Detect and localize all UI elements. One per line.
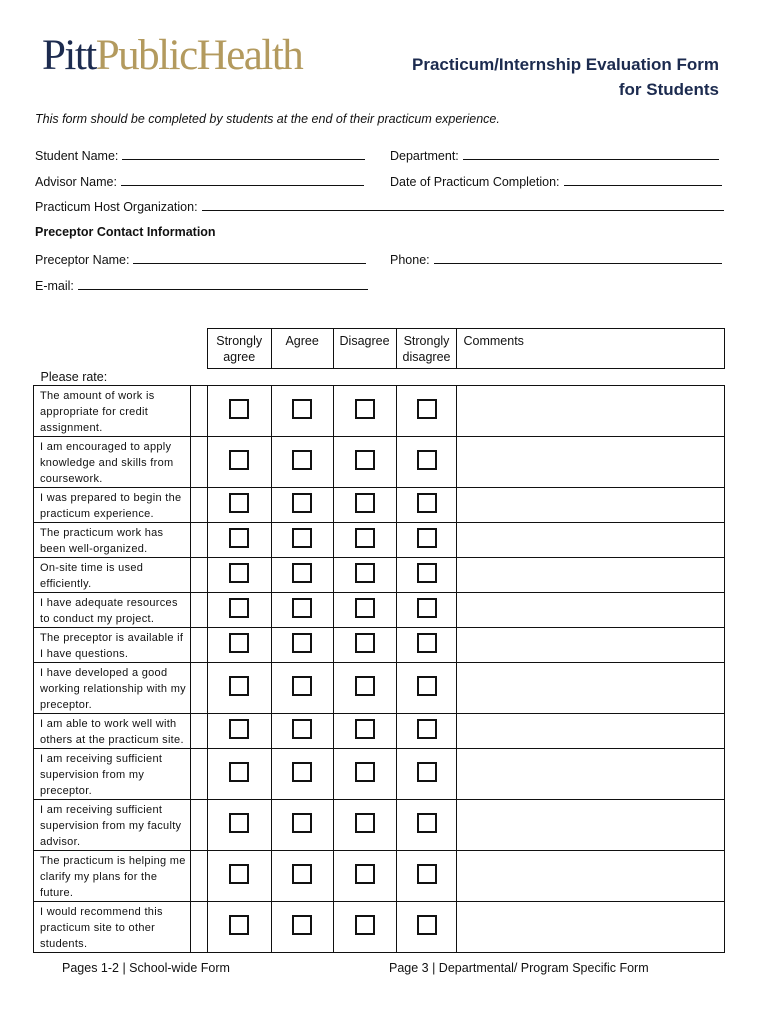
row-spacer-cell [190,385,207,436]
student-name-field[interactable] [35,147,365,163]
checkbox-strongly-disagree[interactable] [417,813,437,833]
checkbox-strongly-disagree[interactable] [417,915,437,935]
intro-text: This form should be completed by students at the end of their practicum experience. [35,112,500,126]
cell-disagree [333,627,396,662]
cell-strongly-disagree [396,748,457,799]
checkbox-disagree[interactable] [355,813,375,833]
cell-agree [271,713,333,748]
advisor-name-label: Advisor Name: [35,175,117,189]
checkbox-agree[interactable] [292,719,312,739]
completion-date-line[interactable] [564,173,722,186]
table-row [34,627,725,662]
checkbox-agree[interactable] [292,864,312,884]
row-spacer-cell [190,662,207,713]
rating-question: I have developed a good working relationship with my preceptor. [34,662,191,713]
row-spacer-cell [190,592,207,627]
comments-cell[interactable] [457,385,725,436]
checkbox-strongly-agree[interactable] [229,813,249,833]
email-line[interactable] [78,277,368,290]
row-spacer-cell [190,557,207,592]
cell-strongly-agree [207,627,271,662]
student-name-label: Student Name: [35,149,119,163]
table-row [34,713,725,748]
table-row [34,799,725,850]
phone-field[interactable] [390,251,722,267]
phone-label: Phone: [390,253,430,267]
row-spacer-cell [190,713,207,748]
checkbox-disagree[interactable] [355,762,375,782]
cell-agree [271,557,333,592]
comments-cell[interactable] [457,901,725,952]
cell-agree [271,627,333,662]
col-disagree: Disagree [333,329,396,369]
cell-strongly-disagree [396,850,457,901]
checkbox-agree[interactable] [292,762,312,782]
cell-agree [271,487,333,522]
cell-strongly-disagree [396,627,457,662]
phone-line[interactable] [434,251,722,264]
table-row [34,748,725,799]
form-title [412,52,719,102]
cell-agree [271,662,333,713]
cell-strongly-agree [207,436,271,487]
student-name-line[interactable] [122,147,365,160]
row-spacer-cell [190,799,207,850]
checkbox-agree[interactable] [292,813,312,833]
cell-strongly-agree [207,850,271,901]
checkbox-strongly-agree[interactable] [229,676,249,696]
form-title-line2: for Students [618,80,719,99]
checkbox-strongly-disagree[interactable] [417,528,437,548]
checkbox-strongly-agree[interactable] [229,528,249,548]
cell-disagree [333,522,396,557]
preceptor-contact-heading: Preceptor Contact Information [35,225,216,239]
checkbox-disagree[interactable] [355,399,375,419]
cell-agree [271,522,333,557]
rating-question: On-site time is used efficiently. [34,557,191,592]
cell-strongly-agree [207,799,271,850]
cell-strongly-agree [207,901,271,952]
table-row [34,385,725,436]
comments-cell[interactable] [457,850,725,901]
comments-cell[interactable] [457,436,725,487]
cell-agree [271,436,333,487]
checkbox-strongly-agree[interactable] [229,493,249,513]
email-label: E-mail: [35,279,74,293]
cell-disagree [333,799,396,850]
checkbox-strongly-disagree[interactable] [417,598,437,618]
preceptor-name-line[interactable] [133,251,366,264]
row-spacer-cell [190,748,207,799]
col-strongly-disagree: Strongly disagree [396,329,457,369]
cell-strongly-disagree [396,901,457,952]
table-row [34,850,725,901]
header-spacer-narrow [190,329,207,369]
cell-disagree [333,592,396,627]
checkbox-disagree[interactable] [355,676,375,696]
header-row [34,329,725,369]
footer-right: Page 3 | Departmental/ Program Specific Form [389,961,649,975]
checkbox-strongly-agree[interactable] [229,450,249,470]
comments-cell[interactable] [457,713,725,748]
cell-disagree [333,850,396,901]
department-line[interactable] [463,147,719,160]
cell-strongly-disagree [396,713,457,748]
department-label: Department: [390,149,459,163]
preceptor-name-label: Preceptor Name: [35,253,130,267]
checkbox-strongly-agree[interactable] [229,598,249,618]
comments-cell[interactable] [457,627,725,662]
advisor-name-field[interactable] [35,173,364,189]
checkbox-agree[interactable] [292,915,312,935]
rating-question: The practicum is helping me clarify my plans for the future. [34,850,191,901]
table-row [34,592,725,627]
cell-disagree [333,557,396,592]
rating-question: I am receiving sufficient supervision from my preceptor. [34,748,191,799]
checkbox-strongly-agree[interactable] [229,719,249,739]
checkbox-agree[interactable] [292,450,312,470]
cell-disagree [333,487,396,522]
cell-agree [271,748,333,799]
col-comments: Comments [457,329,725,369]
completion-date-field[interactable] [390,173,722,189]
logo-pitt: Pitt [42,32,96,79]
cell-disagree [333,901,396,952]
checkbox-agree[interactable] [292,493,312,513]
please-rate-row [34,369,725,386]
col-agree: Agree [271,329,333,369]
checkbox-strongly-disagree[interactable] [417,864,437,884]
cell-strongly-agree [207,557,271,592]
row-spacer-cell [190,522,207,557]
rating-question: I am encouraged to apply knowledge and skills from coursework. [34,436,191,487]
checkbox-strongly-agree[interactable] [229,563,249,583]
checkbox-agree[interactable] [292,598,312,618]
cell-strongly-agree [207,487,271,522]
cell-strongly-disagree [396,436,457,487]
rating-question: The preceptor is available if I have questions. [34,627,191,662]
cell-disagree [333,713,396,748]
cell-strongly-agree [207,713,271,748]
col-strongly-agree: Strongly agree [207,329,271,369]
rating-question: I would recommend this practicum site to other students. [34,901,191,952]
rating-question: The amount of work is appropriate for credit assignment. [34,385,191,436]
checkbox-disagree[interactable] [355,528,375,548]
host-org-label: Practicum Host Organization: [35,200,198,214]
email-field[interactable] [35,277,368,293]
checkbox-strongly-disagree[interactable] [417,563,437,583]
cell-strongly-disagree [396,487,457,522]
checkbox-strongly-disagree[interactable] [417,762,437,782]
checkbox-disagree[interactable] [355,864,375,884]
rating-table [33,328,725,953]
table-row [34,487,725,522]
comments-cell[interactable] [457,592,725,627]
cell-strongly-disagree [396,799,457,850]
cell-strongly-disagree [396,592,457,627]
rating-question: I have adequate resources to conduct my project. [34,592,191,627]
checkbox-strongly-disagree[interactable] [417,399,437,419]
header-spacer [34,329,191,369]
checkbox-strongly-agree[interactable] [229,633,249,653]
table-row [34,662,725,713]
please-rate-label: Please rate: [40,369,108,384]
cell-strongly-disagree [396,557,457,592]
checkbox-strongly-disagree[interactable] [417,633,437,653]
checkbox-agree[interactable] [292,563,312,583]
cell-strongly-agree [207,662,271,713]
form-title-line1: Practicum/Internship Evaluation Form [411,55,719,74]
comments-cell[interactable] [457,522,725,557]
cell-disagree [333,662,396,713]
checkbox-agree[interactable] [292,528,312,548]
cell-strongly-disagree [396,662,457,713]
comments-cell[interactable] [457,557,725,592]
cell-disagree [333,748,396,799]
checkbox-agree[interactable] [292,399,312,419]
cell-disagree [333,385,396,436]
preceptor-name-field[interactable] [35,251,366,267]
row-spacer-cell [190,627,207,662]
cell-strongly-disagree [396,522,457,557]
host-org-field[interactable] [35,198,724,214]
cell-agree [271,850,333,901]
logo-public-health: PublicHealth [95,32,303,79]
host-org-line[interactable] [202,198,724,211]
checkbox-disagree[interactable] [355,450,375,470]
cell-agree [271,592,333,627]
comments-cell[interactable] [457,748,725,799]
checkbox-disagree[interactable] [355,563,375,583]
department-field[interactable] [390,147,719,163]
checkbox-disagree[interactable] [355,915,375,935]
row-spacer-cell [190,436,207,487]
table-row [34,901,725,952]
comments-cell[interactable] [457,487,725,522]
checkbox-strongly-disagree[interactable] [417,719,437,739]
checkbox-strongly-agree[interactable] [229,915,249,935]
pitt-public-health-logo [42,34,302,77]
checkbox-disagree[interactable] [355,719,375,739]
checkbox-strongly-agree[interactable] [229,762,249,782]
checkbox-disagree[interactable] [355,493,375,513]
checkbox-disagree[interactable] [355,633,375,653]
please-rate-spacer [190,369,724,386]
comments-cell[interactable] [457,799,725,850]
checkbox-agree[interactable] [292,676,312,696]
checkbox-strongly-disagree[interactable] [417,450,437,470]
table-row [34,522,725,557]
checkbox-strongly-disagree[interactable] [417,676,437,696]
completion-date-label: Date of Practicum Completion: [390,175,560,189]
table-row [34,557,725,592]
cell-strongly-agree [207,592,271,627]
checkbox-strongly-disagree[interactable] [417,493,437,513]
table-row [34,436,725,487]
rating-question: I was prepared to begin the practicum experience. [34,487,191,522]
row-spacer-cell [190,850,207,901]
cell-agree [271,799,333,850]
checkbox-agree[interactable] [292,633,312,653]
checkbox-disagree[interactable] [355,598,375,618]
rating-question: I am able to work well with others at the practicum site. [34,713,191,748]
cell-disagree [333,436,396,487]
advisor-name-line[interactable] [121,173,364,186]
rating-question: The practicum work has been well-organized. [34,522,191,557]
cell-strongly-agree [207,748,271,799]
cell-strongly-disagree [396,385,457,436]
footer-left: Pages 1-2 | School-wide Form [62,961,230,975]
cell-strongly-agree [207,385,271,436]
cell-strongly-agree [207,522,271,557]
checkbox-strongly-agree[interactable] [229,864,249,884]
comments-cell[interactable] [457,662,725,713]
cell-agree [271,901,333,952]
rating-question: I am receiving sufficient supervision from my faculty advisor. [34,799,191,850]
cell-agree [271,385,333,436]
row-spacer-cell [190,901,207,952]
row-spacer-cell [190,487,207,522]
checkbox-strongly-agree[interactable] [229,399,249,419]
